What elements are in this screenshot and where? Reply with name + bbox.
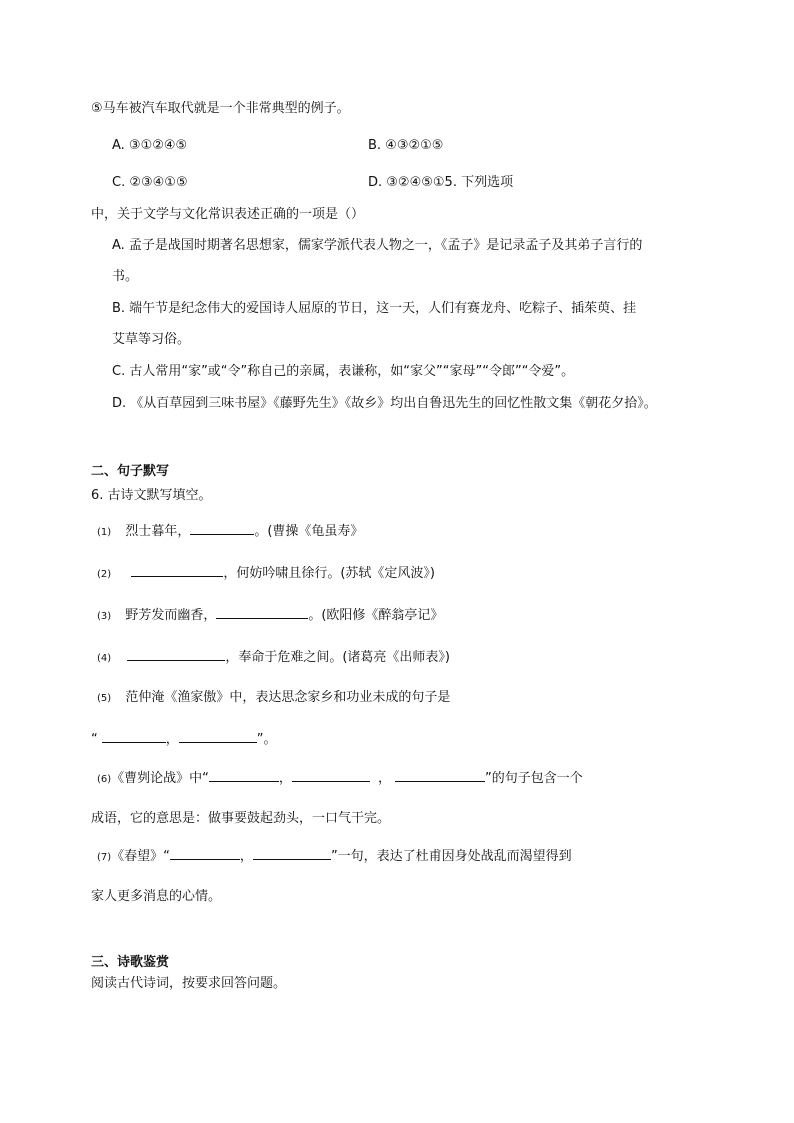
q5-option-b-line1: B. 端午节是纪念伟大的爱国诗人屈原的节日，这一天，人们有赛龙舟、吃粽子、插茱萸、挂 <box>112 301 637 316</box>
item-text: 《春望》“ <box>111 849 170 864</box>
fill-item-1 <box>97 521 363 542</box>
comma: ， <box>377 771 391 786</box>
answer-blank[interactable] <box>190 521 254 535</box>
answer-blank[interactable] <box>395 768 485 782</box>
q6-stem: 6. 古诗文默写填空。 <box>91 488 212 503</box>
q4-option-d: D. ③②④⑤①5. 下列选项 <box>368 175 514 190</box>
item-number: (6) <box>97 774 112 785</box>
fill-item-4 <box>97 647 450 668</box>
item-text: 烈士暮年， <box>125 524 191 539</box>
item-number: (7) <box>97 852 112 863</box>
fill-item-7 <box>97 846 572 867</box>
item-number: (2) <box>97 569 112 580</box>
comma: ， <box>239 849 253 864</box>
fill-item-2 <box>97 563 435 584</box>
answer-blank[interactable] <box>102 729 166 743</box>
answer-blank[interactable] <box>179 729 257 743</box>
fill-item-6-line2: 成语，它的意思是：做事要鼓起劲头，一口气干完。 <box>91 811 391 826</box>
comma: ， <box>278 771 292 786</box>
item-text: 范仲淹《渔家傲》中，表达思念家乡和功业未成的句子是 <box>125 690 451 705</box>
item-source: 。(欧阳修《醉翁亭记》 <box>308 608 444 623</box>
item-text: 《曹刿论战》中“ <box>111 771 209 786</box>
q4-option-b: B. ④③②①⑤ <box>368 138 444 153</box>
answer-blank[interactable] <box>131 563 223 577</box>
fill-item-3 <box>97 605 443 626</box>
answer-blank[interactable] <box>127 647 225 661</box>
section2-heading: 二、句子默写 <box>91 464 170 479</box>
fill-item-7-line2: 家人更多消息的心情。 <box>91 889 222 904</box>
fill-item-5-answers <box>91 729 277 749</box>
q4-option-a: A. ③①②④⑤ <box>112 138 188 153</box>
item-text: ，何妨吟啸且徐行。(苏轼《定风波》) <box>223 566 435 581</box>
q4-tail: ⑤马车被汽车取代就是一个非常典型的例子。 <box>91 101 350 116</box>
q5-option-b-line2: 艾草等习俗。 <box>112 332 191 347</box>
item-number: (5) <box>97 693 112 704</box>
item-text: ”一句，表达了杜甫因身处战乱而渴望得到 <box>330 849 572 864</box>
open-quote: “ <box>91 732 98 747</box>
item-text: ”的句子包含一个 <box>484 771 583 786</box>
fill-item-5 <box>97 689 450 708</box>
comma: ， <box>165 732 179 747</box>
q5-stem: 中，关于文学与文化常识表述正确的一项是（） <box>91 207 365 222</box>
close-quote: ”。 <box>256 732 277 747</box>
q5-option-a-line2: 书。 <box>112 269 139 284</box>
fill-item-6 <box>97 768 583 789</box>
item-source: 。(曹操《龟虽寿》 <box>254 524 364 539</box>
item-text: ，奉命于危难之间。(诸葛亮《出师表》) <box>225 650 450 665</box>
q4-option-c: C. ②③④①⑤ <box>112 175 188 190</box>
q5-option-c: C. 古人常用“家”或“令”称自己的亲属，表谦称，如“家父”“家母”“令郎”“令爱”。 <box>112 364 575 379</box>
section3-intro: 阅读古代诗词，按要求回答问题。 <box>91 976 287 991</box>
answer-blank[interactable] <box>170 846 240 860</box>
answer-blank[interactable] <box>292 768 370 782</box>
answer-blank[interactable] <box>253 846 331 860</box>
section3-heading: 三、诗歌鉴赏 <box>91 955 170 970</box>
item-number: (3) <box>97 611 112 622</box>
answer-blank[interactable] <box>216 605 308 619</box>
item-number: (4) <box>97 653 112 664</box>
answer-blank[interactable] <box>209 768 279 782</box>
item-number: (1) <box>97 527 112 538</box>
q5-option-a-line1: A. 孟子是战国时期著名思想家，儒家学派代表人物之一，《孟子》是记录孟子及其弟子言行的 <box>112 238 643 253</box>
q5-option-d: D. 《从百草园到三味书屋》《藤野先生》《故乡》均出自鲁迅先生的回忆性散文集《朝花夕拾》。 <box>112 396 657 411</box>
item-text: 野芳发而幽香， <box>125 608 217 623</box>
